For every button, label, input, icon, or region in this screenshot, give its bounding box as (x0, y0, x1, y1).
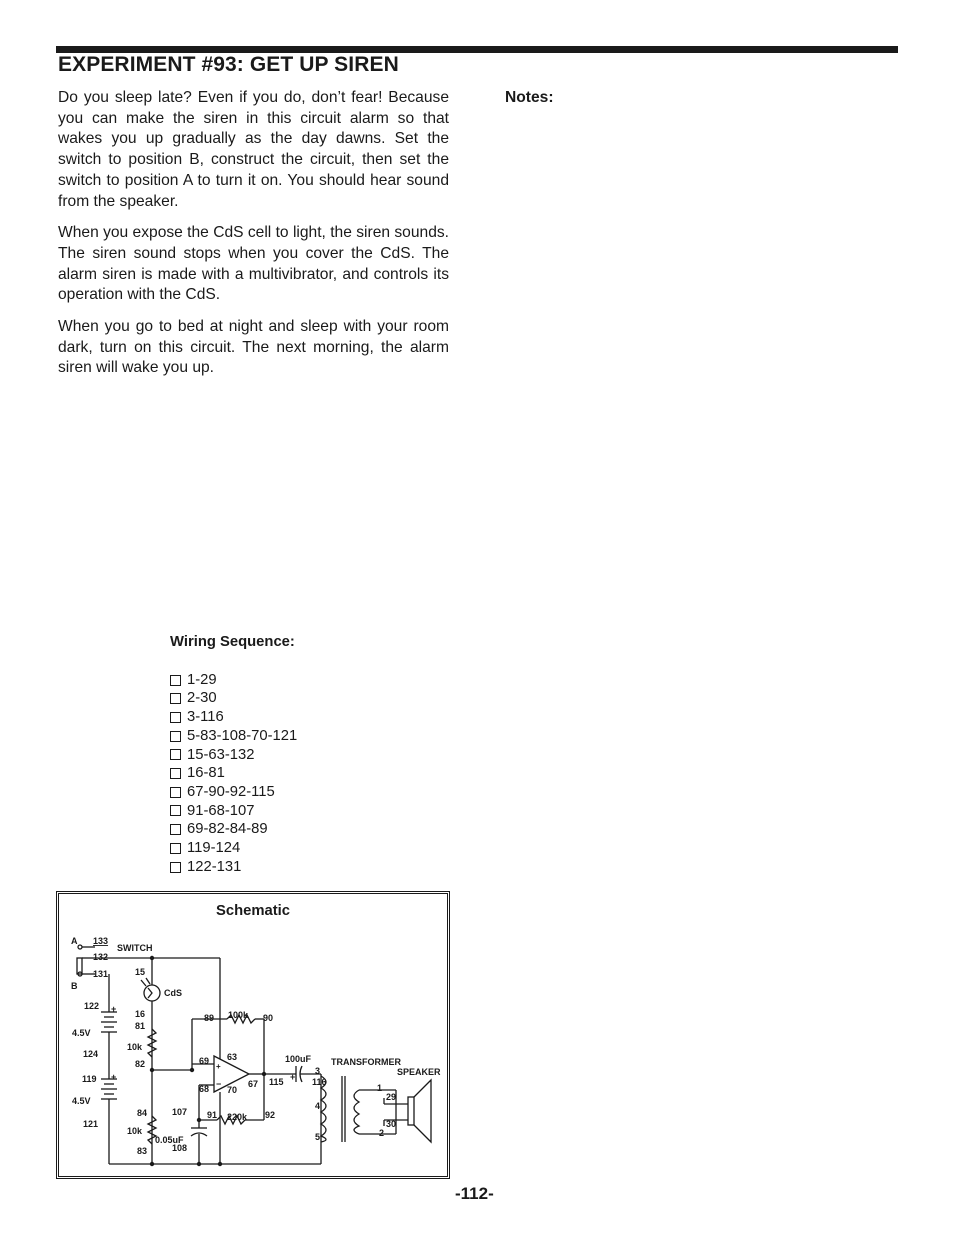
speaker-coil (408, 1097, 414, 1125)
label-107: 107 (172, 1107, 188, 1117)
label-89: 89 (204, 1013, 215, 1023)
label-10k-b: 10k (127, 1126, 143, 1136)
schematic-panel (56, 891, 450, 1179)
schematic-diagram (59, 894, 447, 1176)
checkbox[interactable] (170, 805, 181, 816)
switch-terminal-a (78, 945, 82, 949)
wiring-item-label: 67-90-92-115 (187, 783, 275, 800)
page-number: -112- (455, 1184, 494, 1203)
op-amp-minus: − (216, 1079, 222, 1089)
label-220k: 220k (227, 1112, 248, 1122)
wiring-item-label: 119-124 (187, 840, 241, 857)
checkbox[interactable] (170, 731, 181, 742)
checkbox[interactable] (170, 749, 181, 760)
wiring-item-label: 91-68-107 (187, 802, 255, 819)
label-132: 132 (93, 952, 109, 962)
label-83: 83 (137, 1146, 148, 1156)
label-speaker: SPEAKER (397, 1067, 441, 1077)
label-67: 67 (248, 1079, 259, 1089)
label-1: 1 (377, 1083, 383, 1093)
label-119: 119 (82, 1074, 97, 1084)
label-29: 29 (386, 1092, 397, 1102)
header-rule (56, 46, 898, 53)
label-81: 81 (135, 1021, 146, 1031)
schematic-title: Schematic (215, 903, 291, 919)
label-69: 69 (199, 1056, 210, 1066)
paragraph-3: When you go to bed at night and sleep with your room dark, turn on this circuit. The next morning, the alarm siren will wake you up. (58, 318, 449, 377)
wiring-item (170, 689, 297, 708)
checkbox[interactable] (170, 768, 181, 779)
label-005uf: 0.05uF (155, 1135, 184, 1145)
label-10k-a: 10k (127, 1042, 143, 1052)
label-115: 115 (269, 1077, 284, 1087)
page-title: EXPERIMENT #93: GET UP SIREN (58, 53, 399, 76)
label-133: 133 (93, 936, 109, 946)
label-4: 4 (315, 1101, 321, 1111)
plus-sign-2: + (111, 1072, 117, 1082)
wiring-item-label: 69-82-84-89 (187, 821, 268, 838)
wiring-item-label: 1-29 (187, 671, 217, 688)
label-68: 68 (199, 1084, 210, 1094)
label-cds: CdS (164, 988, 182, 998)
label-122: 122 (84, 1001, 100, 1011)
wiring-item (170, 746, 297, 765)
wiring-sequence (170, 633, 297, 876)
wiring-heading: Wiring Sequence: (170, 634, 295, 650)
paragraph-1: Do you sleep late? Even if you do, don’t fear! Because you can make the siren in this circuit alarm so that wakes you up gradually as the day dawns. Set the switch to position B, construct the circuit, then set the switch to position A to turn it on. You should hear sound from the speaker. (58, 89, 449, 210)
checkbox[interactable] (170, 712, 181, 723)
label-84: 84 (137, 1108, 148, 1118)
wiring-item (170, 839, 297, 858)
transformer-secondary (354, 1090, 359, 1134)
plus-sign-1: + (111, 1004, 117, 1014)
label-63: 63 (227, 1052, 238, 1062)
label-116: 116 (312, 1077, 327, 1087)
wiring-item (170, 708, 297, 727)
checkbox[interactable] (170, 693, 181, 704)
label-121: 121 (83, 1119, 99, 1129)
label-90: 90 (263, 1013, 274, 1023)
label-16: 16 (135, 1009, 146, 1019)
label-2: 2 (379, 1128, 385, 1138)
label-91: 91 (207, 1110, 218, 1120)
label-124: 124 (83, 1049, 99, 1059)
label-100uf: 100uF (285, 1054, 312, 1064)
speaker-cone (414, 1080, 431, 1142)
wiring-item-label: 122-131 (187, 858, 242, 875)
label-131: 131 (93, 969, 109, 979)
wiring-item-label: 5-83-108-70-121 (187, 727, 298, 744)
label-5: 5 (315, 1132, 321, 1142)
wiring-item-label: 3-116 (187, 709, 224, 726)
wiring-item (170, 671, 297, 690)
label-100k: 100k (228, 1010, 249, 1020)
wiring-item-label: 2-30 (187, 690, 217, 707)
checkbox[interactable] (170, 843, 181, 854)
paragraph-2: When you expose the CdS cell to light, the siren sounds. The siren sound stops when you cover the CdS. The alarm siren is made with a multivibrator, and controls its operation with the CdS. (58, 224, 449, 304)
cap-plus: + (290, 1072, 296, 1082)
wiring-item (170, 764, 297, 783)
wiring-item (170, 727, 297, 746)
label-b: B (71, 981, 78, 991)
label-30: 30 (386, 1119, 397, 1129)
label-3: 3 (315, 1066, 321, 1076)
label-92: 92 (265, 1110, 276, 1120)
label-4-5v-1: 4.5V (72, 1028, 91, 1038)
label-70: 70 (227, 1085, 238, 1095)
label-108: 108 (172, 1143, 188, 1153)
wiring-item (170, 858, 297, 877)
wiring-item-label: 15-63-132 (187, 746, 255, 763)
wiring-item-label: 16-81 (187, 765, 225, 782)
label-transformer: TRANSFORMER (331, 1057, 401, 1067)
op-amp-plus: + (216, 1062, 221, 1071)
checkbox[interactable] (170, 675, 181, 686)
label-switch: SWITCH (117, 943, 153, 953)
label-15: 15 (135, 967, 146, 977)
checkbox[interactable] (170, 862, 181, 873)
label-82: 82 (135, 1059, 146, 1069)
instruction-text (58, 88, 449, 390)
label-a: A (71, 936, 78, 946)
cds-element (148, 988, 152, 998)
wiring-item (170, 802, 297, 821)
checkbox[interactable] (170, 787, 181, 798)
checkbox[interactable] (170, 824, 181, 835)
wiring-item (170, 783, 297, 802)
notes-label: Notes: (505, 89, 554, 106)
wiring-item (170, 820, 297, 839)
label-4-5v-2: 4.5V (72, 1096, 91, 1106)
